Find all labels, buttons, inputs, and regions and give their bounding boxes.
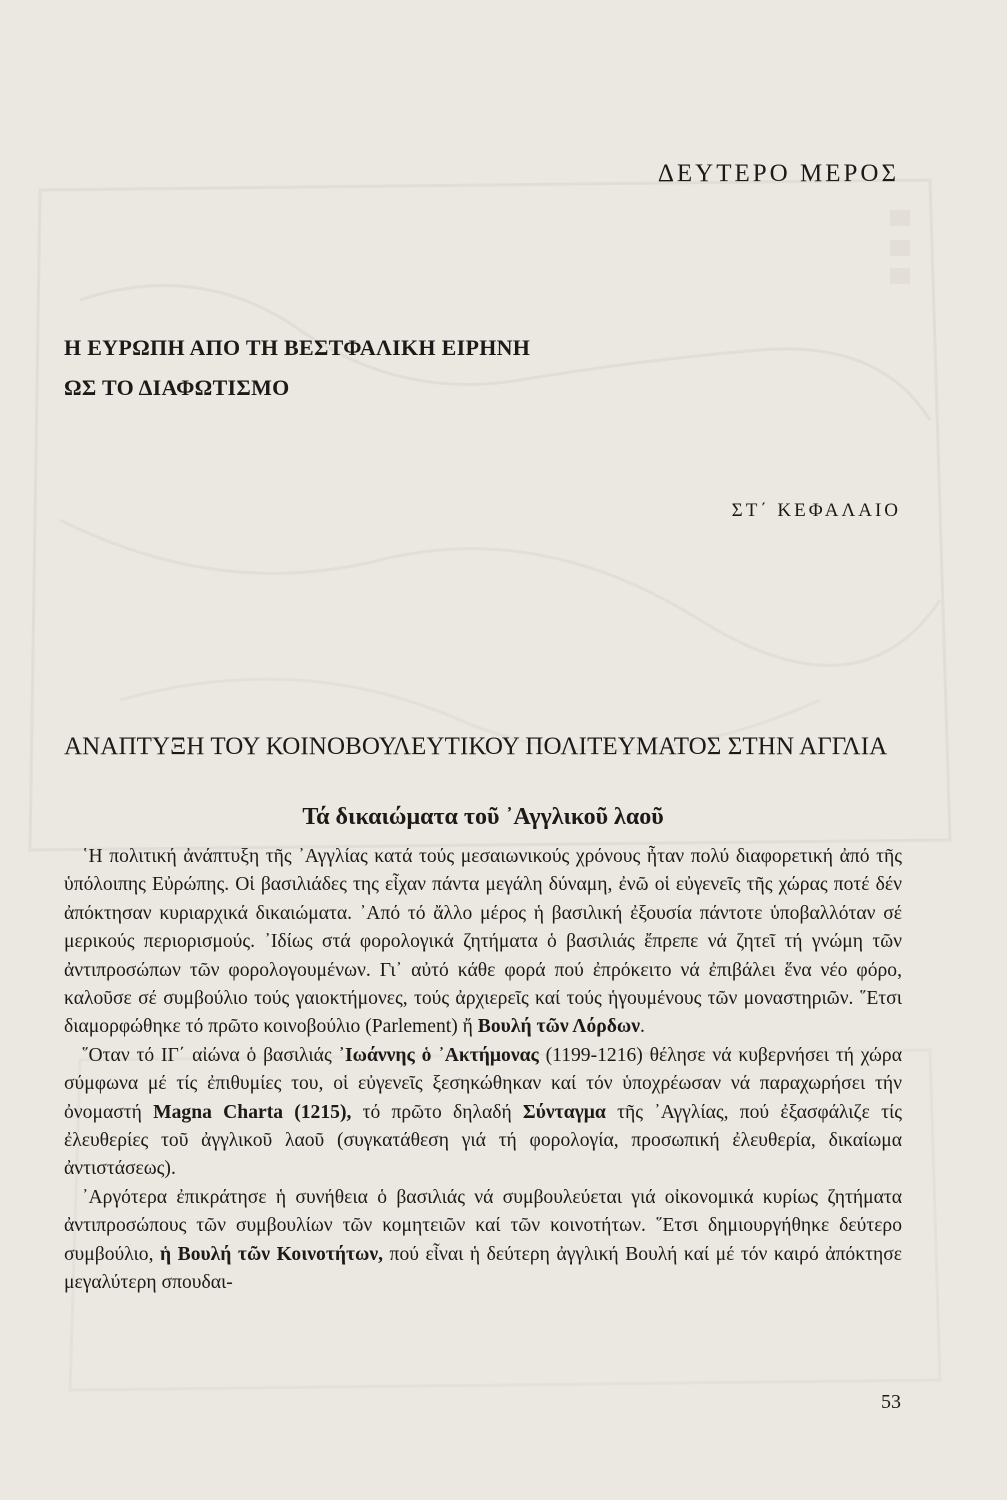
- paragraph-1-bold-term: Βουλή τῶν Λόρδων: [477, 1016, 640, 1038]
- section-title-line-2: ΩΣ ΤΟ ΔΙΑΦΩΤΙΣΜΟ: [64, 375, 290, 400]
- paragraph-2: [64, 1042, 902, 1184]
- subsection-title: Τά δικαιώματα τοῦ ᾿Αγγλικοῦ λαοῦ: [302, 804, 664, 830]
- paragraph-3: [64, 1184, 902, 1298]
- paragraph-2-text-2: (1199-1216) θέλησε νά κυβερνήσει τή χώρα σύμφωνα μέ τίς ἐπιθυμίες του, οἱ εὐγενεῖς ξεσηκώθηκαν καί τόν ὑποχρέωσαν νά παραχωρήσει τήν ὀνομαστή: [64, 1044, 902, 1123]
- chapter-label: ΣΤ΄ ΚΕΦΑΛΑΙΟ: [731, 500, 901, 521]
- paragraph-3-text-2: πού εἶναι ἡ δεύτερη ἀγγλική Βουλή καί μέ τόν καιρό ἀπόκτησε μεγαλύτερη σπουδαι-: [64, 1243, 902, 1294]
- page-number: 53: [881, 1391, 901, 1413]
- paragraph-2-bold-3: Σύνταγμα: [522, 1101, 606, 1123]
- paragraph-3-text-1: ᾿Αργότερα ἐπικράτησε ἡ συνήθεια ὁ βασιλιάς νά συμβουλεύεται γιά οἰκονομικά κυρίως ζητήματα ἀντιπροσώπους τῶν συμβουλίων τῶν κομητειῶν καί τῶν κοινοτήτων. ῞Ετσι δημιουργήθηκε δεύτερο συμβούλιο,: [64, 1186, 902, 1265]
- body-text: [64, 843, 902, 1298]
- paragraph-2-bold-2: Magna Charta (1215),: [153, 1101, 352, 1123]
- paragraph-1-text: ῾Η πολιτική ἀνάπτυξη τῆς ᾿Αγγλίας κατά τούς μεσαιωνικούς χρόνους ἦταν πολύ διαφορετική ἀπό τῆς ὑπόλοιπης Εὐρώπης. Οἱ βασιλιάδες της εἶχαν πάντα μεγάλη δύναμη, ἐνῶ οἱ εὐγενεῖς τῆς χώρας ποτέ δέν ἀπόκτησαν κυριαρχικά δικαιώματα. ᾿Από τό ἄλλο μέρος ἡ βασιλική ἐξουσία πάντοτε ὑποβαλλόταν σέ μερικούς περιορισμούς. ᾿Ιδίως στά φορολογικά ζητήματα ὁ βασιλιάς ἔπρεπε νά ζητεῖ τή γνώμη τῶν ἀντιπροσώπων τῶν φορολογουμένων. Γι᾿ αὐτό κάθε φορά πού ἐπρόκειτο νά ἐπιβάλει ἕνα νέο φόρο, καλοῦσε σέ συμβούλιο τούς γαιοκτήμονες, τούς ἀρχιερεῖς καί τούς ἡγουμένους τῶν μοναστηριῶν. ῞Ετσι διαμορφώθηκε τό πρῶτο κοινοβούλιο (Parlement) ἤ: [64, 846, 902, 1038]
- paragraph-2-text-3: τό πρῶτο δηλαδή: [351, 1101, 523, 1123]
- paragraph-3-bold-1: ἡ Βουλή τῶν Κοινοτήτων,: [159, 1243, 384, 1265]
- paragraph-2-text-1: ῞Οταν τό ΙΓ΄ αἰώνα ὁ βασιλιάς: [82, 1044, 339, 1066]
- paragraph-2-bold-1: ᾿Ιωάννης ὁ ᾿Ακτήμονας: [338, 1044, 539, 1066]
- section-title-line-1: Η ΕΥΡΩΠΗ ΑΠΟ ΤΗ ΒΕΣΤΦΑΛΙΚΗ ΕΙΡΗΝΗ: [64, 335, 531, 360]
- chapter-title: ΑΝΑΠΤΥΞΗ ΤΟΥ ΚΟΙΝΟΒΟΥΛΕΥΤΙΚΟΥ ΠΟΛΙΤΕΥΜΑΤΟΣ ΣΤΗΝ ΑΓΓΛΙΑ: [64, 733, 888, 760]
- paragraph-1-end: .: [639, 1016, 645, 1038]
- paragraph-1: [64, 843, 902, 1042]
- part-label: ΔΕΥΤΕΡΟ ΜΕΡΟΣ: [657, 160, 899, 187]
- paragraph-2-text-4: τῆς ᾿Αγγλίας, πού ἐξασφάλιζε τίς ἐλευθερίες τοῦ ἀγγλικοῦ λαοῦ (συγκατάθεση γιά τή φορολογία, προσωπική ἐλευθερία, δικαίωμα ἀντιστάσεως).: [64, 1101, 902, 1180]
- section-title: [64, 328, 530, 408]
